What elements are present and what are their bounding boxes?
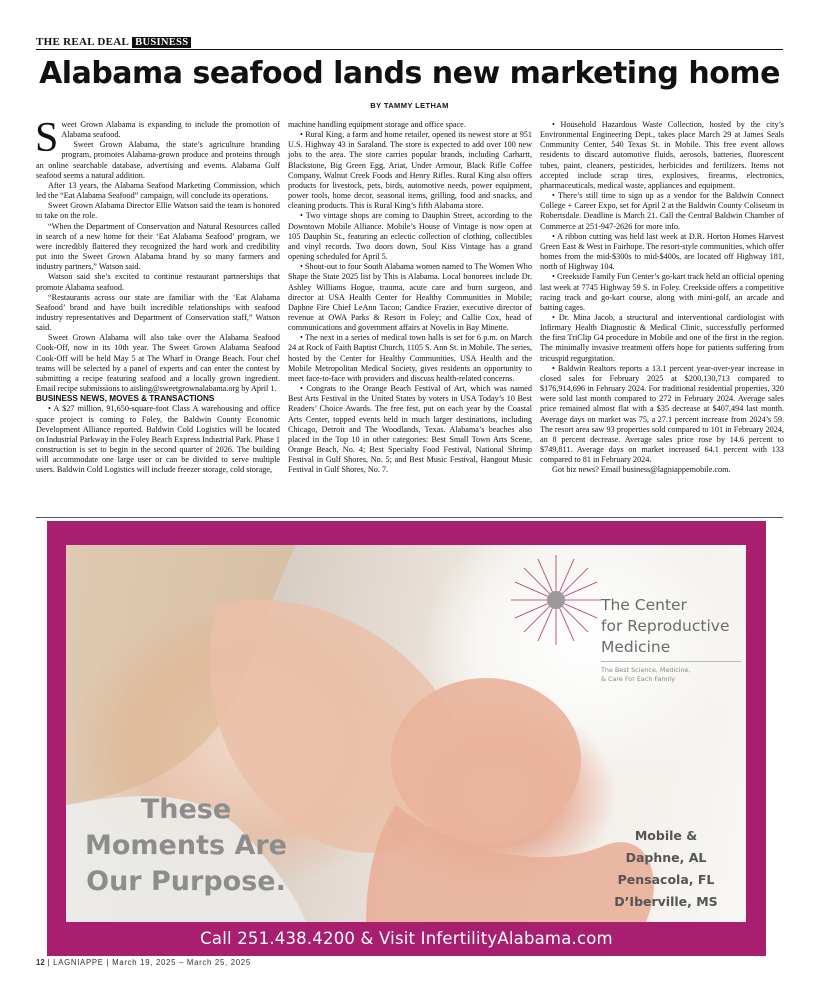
page-footer: 12 | LAGNIAPPE | March 19, 2025 – March 25, 2025 [36, 958, 251, 967]
subhead: BUSINESS NEWS, MOVES & TRANSACTIONS [36, 394, 215, 404]
paragraph: • A ribbon cutting was held last week at D.R. Horton Homes Harvest Green East & West in Fairhope. The resort-style communities, which offer homes from the mid-$300s to mid-$400s, are located off Highway 181, north of Highway 104. [540, 231, 784, 272]
column-1 [35, 115, 280, 475]
paragraph: • A $27 million, 91,650-square-foot Class A warehousing and office space project is coming to Foley, the Baldwin County Economic Development Alliance reported. Baldwin Cold Logistics will be located on Industrial Parkway in the Foley Beach Express Industrial Park. Phase 1 construction is set to begin in the second quarter of 2026. The building will accommodate one large user or can be divided to serve multiple users. Baldwin Cold Logistics will include freezer storage, cold storage, [36, 404, 280, 475]
paragraph: • Shout-out to four South Alabama women named to The Women Who Shape the State 2025 list by This is Alabama. Local honorees include Dr. Ashley Williams Hogue, trauma, acute care and burn surgeon, and director at USA Health Center for Healthy Communities in Mobile; Daphne Fire Chief LeAnn Tacon; Candice Frazier, executive director of revenue at OWA Parks & Resort in Foley; and Callie Cox, head of communications and government affairs at Novelis in Bay Minette. [288, 262, 532, 333]
paragraph: machine handling equipment storage and office space. [288, 120, 466, 129]
paragraph: • Creekside Family Fun Center’s go-kart track held an official opening last week at 7745 Highway 59 S. in Foley. Creekside offers a competitive racing track and go-kart course, along with mini-golf, an arcade and batting cages. [540, 272, 784, 312]
paragraph: • Household Hazardous Waste Collection, hosted by the city’s Environmental Engineering Dept., takes place March 29 at James Seals Community Center, 540 Texas St. in Mobile. This free event allows residents to discard automotive fluids, aerosols, batteries, fluorescent tubes, paint, cleaners, pesticides, herbicides and fertilizers. Items not accepted include scrap tires, explosives, firearms, electronics, pharmaceuticals, medical waste, appliances and equipment. [540, 120, 784, 190]
ad-brand-name: The Center for Reproductive Medicine [601, 596, 730, 656]
paragraph: Sweet Grown Alabama will also take over the Alabama Seafood Cook-Off, now in its 10th year. The Sweet Grown Alabama Seafood Cook-Off will be held May 5 at The Wharf in Orange Beach. Four chef teams will be selected by a panel of experts and can enter the contest by submitting a recipe featuring seafood and a locally grown ingredient. Email recipe submissions to aisling@sweetgrownalabama.org by April 1. [36, 333, 280, 394]
byline: BY TAMMY LETHAM [370, 101, 449, 110]
paragraph: • Baldwin Realtors reports a 13.1 percent year-over-year increase in closed sales for February 2025 at $200,130,713 compared to $176,914,696 in February 2024. For traditional residential properties, 320 were sold last month compared to 272 in February 2024. Average sales price remained almost flat with a $35 decrease at $407,494 last month. Average days on market was 75, a 27.1 percent increase from 2024’s 59. The resort area saw 93 properties sold compared to 101 in February 2024, an 8 percent decrease. Average sales price rose by 14.6 percent to $749,811. Average days on market increased 64.1 percent with 133 compared to 81 in February 2024. [540, 363, 784, 465]
paragraph: • Two vintage shops are coming to Dauphin Street, according to the Downtown Mobile Alliance. Mobile’s House of Vintage is now open at 105 Dauphin St., featuring an eclectic collection of clothing, collectibles and vinyl records. Two doors down, Soul Kiss Vintage has a grand opening scheduled for April 5. [288, 211, 532, 262]
issue-dates: March 19, 2025 – March 25, 2025 [112, 958, 251, 967]
column-2 [288, 120, 532, 475]
paragraph: Got biz news? Email business@lagniappemobile.com. [552, 465, 731, 475]
footer-publication: LAGNIAPPE [53, 958, 104, 967]
advertisement[interactable] [47, 521, 766, 956]
paragraph: Watson said she’s excited to continue restaurant partnerships that promote Alabama seafood. [36, 272, 280, 292]
ad-tagline: These Moments Are Our Purpose. [85, 794, 287, 897]
paragraph: • The next in a series of medical town halls is set for 6 p.m. on March 24 at Rock of Faith Baptist Church, 1105 S. Ann St. in Mobile. The series, hosted by the Center for Healthy Communities, USA Health and the Mobile Metropolitan Medical Society, gives residents an opportunity to meet face-to-face with providers and discuss health-related concerns. [288, 333, 532, 383]
brand-rule [601, 661, 741, 662]
top-rule [36, 49, 783, 50]
paragraph: Sweet Grown Alabama Director Ellie Watson said the team is honored to take on the role. [36, 201, 280, 221]
ad-divider [36, 517, 783, 518]
mother-baby-photo [66, 545, 746, 922]
paragraph: Sweet Grown Alabama, the state’s agriculture branding program, promotes Alabama-grown produce and proteins through an online searchable database, advertising and events. Alabama Gulf seafood seems a natural addition. [36, 140, 280, 180]
drop-cap: S [35, 115, 59, 161]
column-3 [540, 120, 784, 475]
section-tag [36, 36, 191, 48]
headline: Alabama seafood lands new marketing home [39, 56, 780, 91]
publication-section: THE REAL DEAL [36, 36, 130, 48]
paragraph: “Restaurants across our state are familiar with the ‘Eat Alabama Seafood’ brand and have built incredible relationships with seafood industry representatives and Department of Conservation staff,” Watson said. [36, 292, 280, 333]
ad-brand-slogan: The Best Science, Medicine, & Care For Each Family [601, 666, 691, 683]
page-number: 12 [36, 958, 45, 967]
article-body [35, 115, 784, 510]
paragraph: “When the Department of Conservation and Natural Resources called in search of a new home for their ‘Eat Alabama Seafood’ program, we were incredibly flattered they recognized the hard work and credibility put into the Sweet Grown Alabama brand by so many farmers and industry partners,” Watson said. [36, 221, 280, 272]
section-label: BUSINESS [132, 37, 191, 48]
paragraph: • Congrats to the Orange Beach Festival of Art, which was named Best Arts Festival in the United States by voters in USA Today’s 10 Best Readers’ Choice Awards. The free fest, put on each year by the Coastal Arts Center, topped events held in much larger destinations, including Chicago, Detroit and The Woodlands, Texas. Alabama’s beaches also placed in the Top 10 in other categories: Best Small Town Arts Scene, Orange Beach, No. 4; Best Specialty Food Festival, National Shrimp Festival in Gulf Shores, No. 5; and Best Music Festival, Hangout Music Festival in Gulf Shores, No. 7. [288, 384, 532, 475]
paragraph: • Rural King, a farm and home retailer, opened its newest store at 951 U.S. Highway 43 in Saraland. The store is expected to add over 100 new jobs to the area. The store carries popular brands, including Carhartt, Blackstone, Big Green Egg, Ariat, Under Armour, Black Rifle Coffee Company, Walnut Creek Foods and Henry Rifles. Rural King also offers products for livestock, pets, birds, automotive needs, power equipment, power tools, home decor, seasonal items, grilling, food and snacks, and cleaning products. This is Rural King’s fifth Alabama store. [288, 130, 532, 211]
paragraph: • There’s still time to sign up as a vendor for the Baldwin Connect College + Career Expo, set for April 2 at the Baldwin County Coliseum in Robertsdale. Deadline is March 21. Call the Central Baldwin Chamber of Commerce at 251-947-2626 for more info. [540, 191, 784, 231]
paragraph: After 13 years, the Alabama Seafood Marketing Commission, which led the “Eat Alabama Seafood” campaign, will conclude its operations. [36, 180, 280, 201]
paragraph: • Dr. Mina Jacob, a structural and interventional cardiologist with Infirmary Health Diagnostic & Medical Clinic, successfully performed the first TriClip G4 procedure in Mobile and one of the first in the region. The minimally invasive treatment offers hope for patients suffering from tricuspid regurgitation. [540, 312, 784, 363]
starburst-logo [496, 555, 616, 645]
ad-locations: Mobile & Daphne, AL Pensacola, FL D’Iberville, MS [614, 828, 718, 909]
ad-call-to-action[interactable]: Call 251.438.4200 & Visit InfertilityAlabama.com [200, 929, 613, 948]
lead-paragraph: Sweet Grown Alabama is expanding to include the promotion of Alabama seafood. [35, 115, 280, 161]
